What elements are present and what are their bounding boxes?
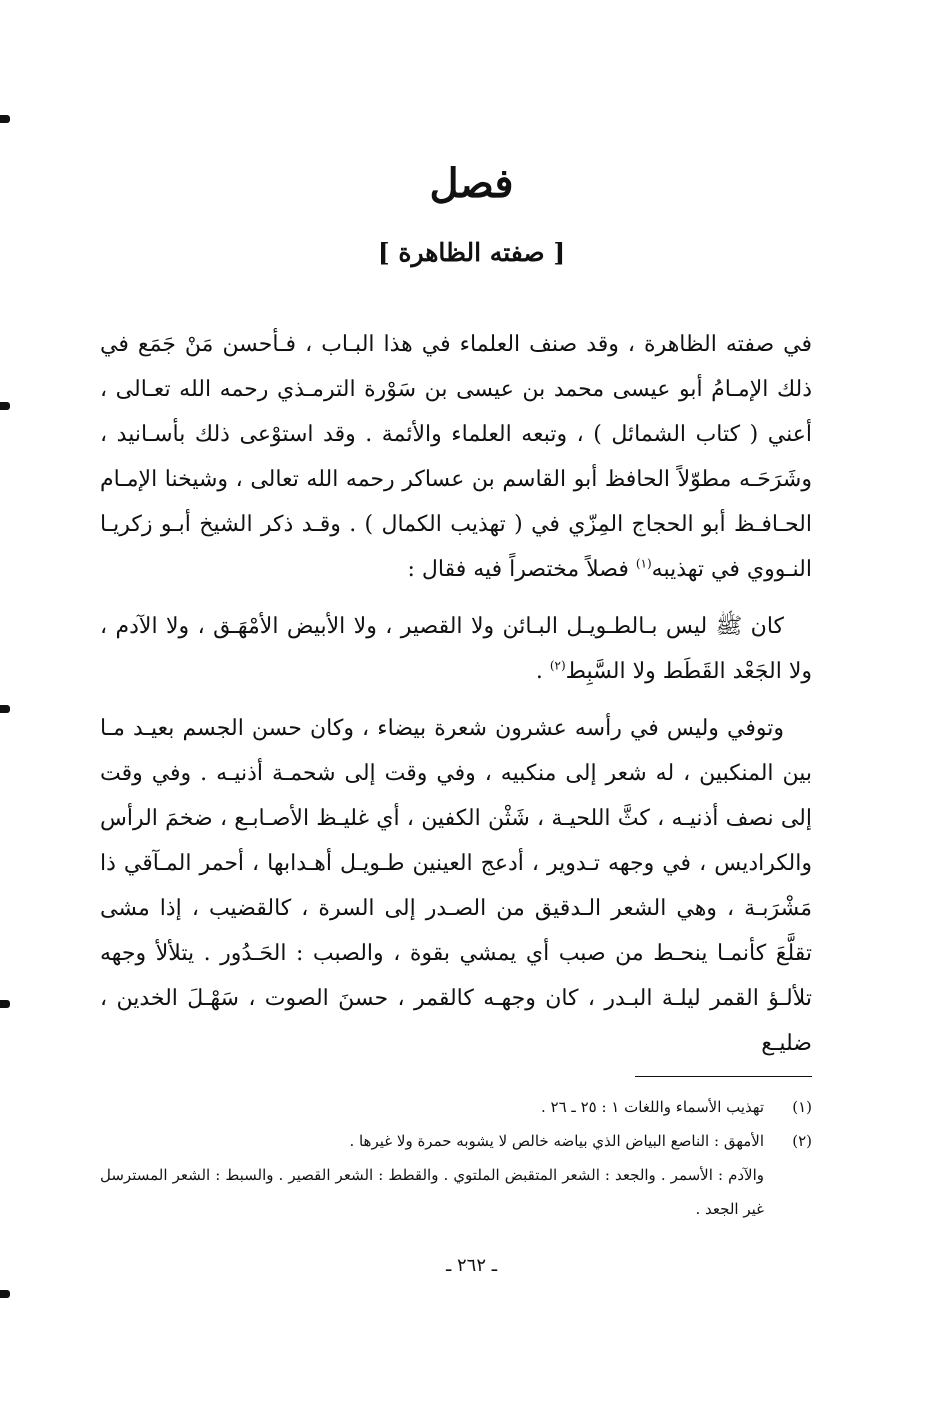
- footnote-marker[interactable]: (٢): [549, 658, 566, 673]
- page-number: ـ ٢٦٢ ـ: [445, 1255, 497, 1276]
- footnote-item: [100, 1158, 812, 1226]
- footnote-item: [100, 1090, 812, 1124]
- paragraph-intro: [100, 322, 812, 592]
- paragraph-intro-text: في صفته الظاهرة ، وقد صنف العلماء في هذا البـاب ، فـأحسن مَنْ جَمَع في ذلك الإمـامُ أبو عيسى محمد بن عيسى بن سَوْرة الترمـذي رحمه الله تعـالى ، أعني ( كتاب الشمائل ) ، وتبعه العلماء والأئمة . وقد استوْعى ذلك بأسـانيد ، وشَرَحَـه مطوّلاً الحافظ أبو القاسم بن عساكر رحمه الله تعالى ، وشيخنا الإمـام الحـافـظ أبو الحجاج المِزّي في ( تهذيب الكمال ) . وقـد ذكر الشيخ أبـو زكريـا النـووي في تهذيبه: [100, 332, 812, 582]
- footnote-text: الأمهق : الناصع البياض الذي بياضه خالص لا يشوبه حمرة ولا غيرها .: [349, 1132, 764, 1150]
- scan-edge-mark: [0, 705, 10, 713]
- chapter-title: فصل: [429, 160, 514, 207]
- paragraph-description-tail: .: [535, 659, 550, 684]
- footnotes: [100, 1090, 812, 1226]
- paragraph-intro-tail: فصلاً مختصراً فيه فقال :: [407, 557, 629, 582]
- footnote-item: [100, 1124, 812, 1158]
- footnote-separator: [635, 1076, 812, 1077]
- footnote-text: والآدم : الأسمر . والجعد : الشعر المتقبض الملتوي . والقطط : الشعر القصير . والسبط : الشعر المسترسل غير الجعد .: [100, 1166, 764, 1218]
- body-text: [100, 322, 812, 1066]
- footnote-text: تهذيب الأسماء واللغات ١ : ٢٥ ـ ٢٦ .: [540, 1098, 764, 1116]
- scan-edge-mark: [0, 1000, 10, 1008]
- footnote-number: (٢): [792, 1132, 812, 1150]
- scan-edge-mark: [0, 115, 10, 123]
- paragraph-description-text: كان ﷺ ليس بـالطـويـل البـائن ولا القصير ، ولا الأبيض الأمْهَـق ، ولا الآدم ، ولا الجَعْد القَطَط ولا السَّبِط: [100, 614, 812, 684]
- footnote-number: (١): [792, 1098, 812, 1116]
- footnote-marker[interactable]: (١): [635, 556, 652, 571]
- paragraph-features: وتوفي وليس في رأسه عشرون شعرة بيضاء ، وكان حسن الجسم بعيـد مـا بين المنكبين ، له شعر إلى منكبيه ، وفي وقت إلى شحمـة أذنيـه . وفي وقت إلى نصف أذنيـه ، كثَّ اللحيـة ، شَثْن الكفين ، أي غليـظ الأصـابـع ، ضخمَ الرأس والكراديس ، في وجهه تـدوير ، أدعج العينين طـويـل أهـدابها ، أحمر المـآقي ذا مَشْرَبـة ، وهي الشعر الـدقيق من الصـدر إلى السرة ، كالقضيب ، إذا مشى تقلَّعَ كأنمـا ينحـط من صبب أي يمشي بقوة ، والصبب : الحَـدُور . يتلألأ وجهه تلألـؤ القمر ليلـة البـدر ، كان وجهـه كالقمر ، حسنَ الصوت ، سَهْـلَ الخدين ، ضليـع: [100, 716, 812, 1056]
- paragraph-description: [100, 604, 812, 694]
- section-heading: [ صفته الظاهرة ]: [377, 238, 566, 267]
- scan-edge-mark: [0, 402, 10, 410]
- scan-edge-mark: [0, 1290, 10, 1298]
- footnote-number: [764, 1158, 812, 1226]
